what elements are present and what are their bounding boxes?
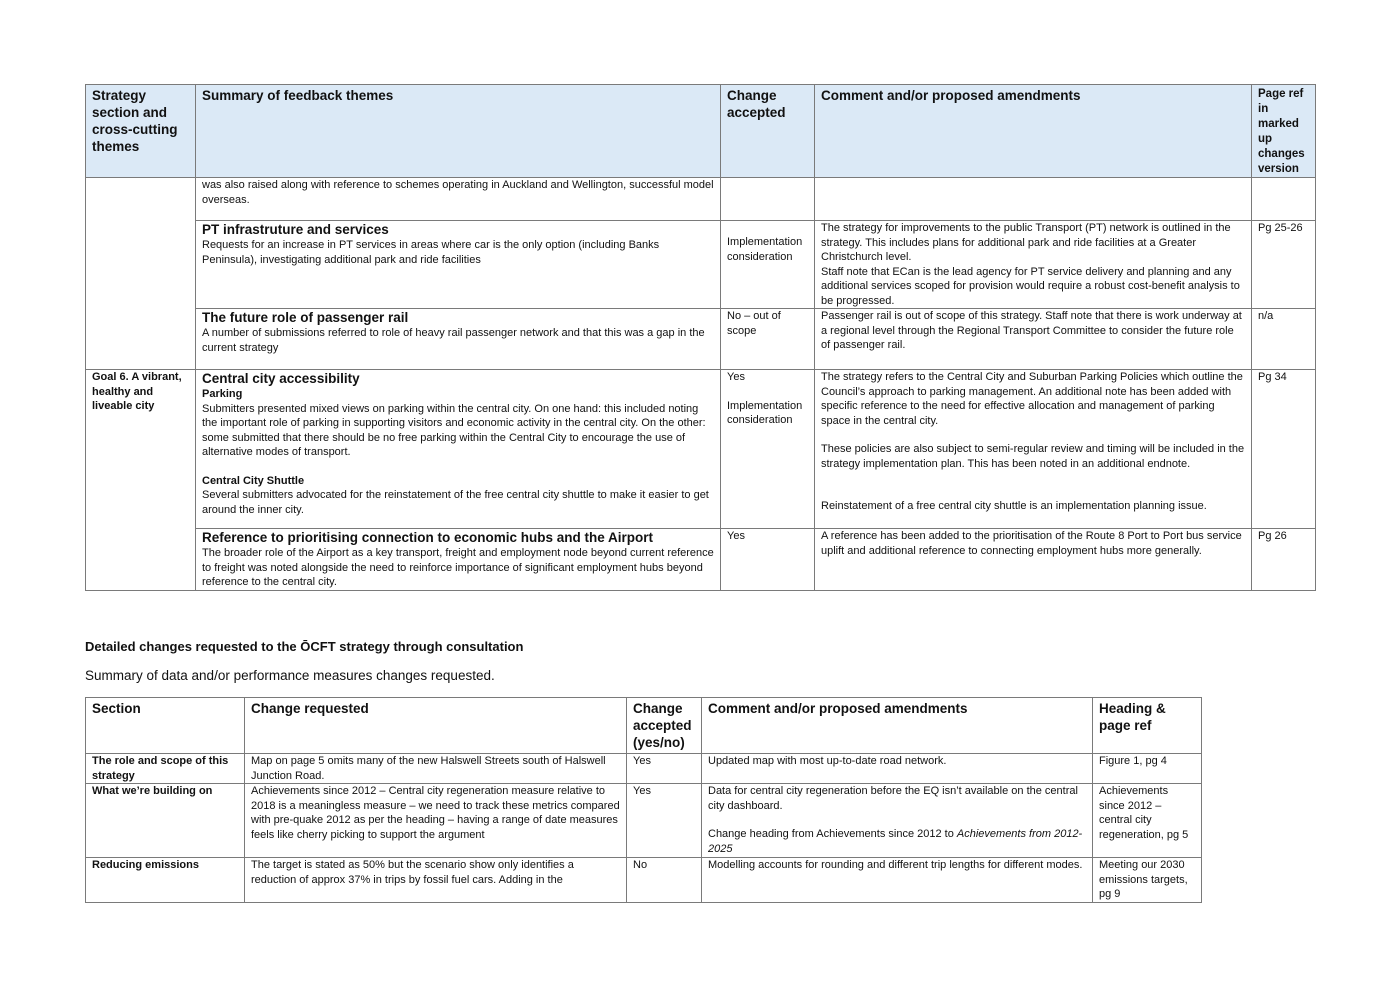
table-row xyxy=(86,178,1316,221)
ref-cell: Meeting our 2030 emissions targets, pg 9 xyxy=(1093,858,1202,903)
table-row xyxy=(86,858,1202,903)
section-subheading: Summary of data and/or performance measures changes requested. xyxy=(85,668,495,683)
comment-text: Reinstatement of a free central city shuttle is an implementation planning issue. xyxy=(821,500,1207,512)
page-cell: Pg 26 xyxy=(1252,529,1316,591)
change-requested-cell: Map on page 5 omits many of the new Halswell Streets south of Halswell Junction Road. xyxy=(245,754,627,784)
summary-cell xyxy=(196,370,721,529)
comment-cell: Passenger rail is out of scope of this strategy. Staff note that there is work underway at a regional level through the Regional Transport Committee to consider the future role of passenger rail. xyxy=(815,309,1252,370)
page-cell: Pg 34 xyxy=(1252,370,1316,529)
comment-cell xyxy=(815,178,1252,221)
section-cell: Reducing emissions xyxy=(86,858,245,903)
page-cell: n/a xyxy=(1252,309,1316,370)
accepted-cell: No xyxy=(627,858,702,903)
header-section: Strategy section and cross-cutting themes xyxy=(86,85,196,178)
change-text: Implementation consideration xyxy=(727,399,803,426)
page-cell: Pg 25-26 xyxy=(1252,221,1316,309)
page-cell xyxy=(1252,178,1316,221)
subtheme-shuttle: Central City Shuttle xyxy=(202,474,305,487)
change-text: Implementation consideration xyxy=(727,236,803,263)
accepted-cell: Yes xyxy=(627,754,702,784)
table-row xyxy=(86,784,1202,858)
ref-cell: Achievements since 2012 – central city regeneration, pg 5 xyxy=(1093,784,1202,858)
theme-title: PT infrastruture and services xyxy=(202,222,389,237)
change-cell: No – out of scope xyxy=(721,309,815,370)
section-cell: The role and scope of this strategy xyxy=(86,754,245,784)
header-comment: Comment and/or proposed amendments xyxy=(702,698,1093,754)
header-change: Change accepted xyxy=(721,85,815,178)
header-change-requested: Change requested xyxy=(245,698,627,754)
section-cell: What we’re building on xyxy=(86,784,245,858)
change-requested-cell: Achievements since 2012 – Central city regeneration measure relative to 2018 is a meaningless measure – we need to track these metrics compared with pre-quake 2012 as per the heading – having a range of date measures feels like cherry picking to support the argument xyxy=(245,784,627,858)
summary-text: Requests for an increase in PT services in areas where car is the only option (including Banks Peninsula), investigating additional park and ride facilities xyxy=(202,239,660,266)
theme-title: The future role of passenger rail xyxy=(202,310,409,325)
subtheme-parking: Parking xyxy=(202,388,243,400)
comment-cell: A reference has been added to the prioritisation of the Route 8 Port to Port bus service uplift and additional reference to connecting employment hubs more generally. xyxy=(815,529,1252,591)
comment-cell: Updated map with most up-to-date road network. xyxy=(702,754,1093,784)
table-row xyxy=(86,754,1202,784)
section-cell-goal-6: Goal 6. A vibrant, healthy and liveable city xyxy=(86,370,196,591)
summary-text: A number of submissions referred to role of heavy rail passenger network and that this was a gap in the current strategy xyxy=(202,327,705,354)
section-cell-empty xyxy=(86,178,196,370)
header-page-ref: Heading & page ref xyxy=(1093,698,1202,754)
table-row xyxy=(86,221,1316,309)
table-row xyxy=(86,529,1316,591)
section-heading: Detailed changes requested to the ŌCFT strategy through consultation xyxy=(85,639,524,654)
comment-text-italic: Achievements from 2012-2025 xyxy=(708,828,1083,855)
header-comment: Comment and/or proposed amendments xyxy=(815,85,1252,178)
ref-cell: Figure 1, pg 4 xyxy=(1093,754,1202,784)
change-cell xyxy=(721,221,815,309)
change-requested-cell: The target is stated as 50% but the scenario show only identifies a reduction of approx 37% in trips by fossil fuel cars. Adding in the xyxy=(245,858,627,903)
comment-text xyxy=(708,827,1086,856)
summary-cell xyxy=(196,221,721,309)
summary-text: was also raised along with reference to schemes operating in Auckland and Wellington, successful model overseas. xyxy=(202,179,714,206)
theme-title: Central city accessibility xyxy=(202,371,360,386)
table-row xyxy=(86,309,1316,370)
theme-title: Reference to prioritising connection to economic hubs and the Airport xyxy=(202,530,654,545)
comment-text-plain: Change heading from Achievements since 2012 to xyxy=(708,828,954,840)
comment-text: These policies are also subject to semi-regular review and timing will be included in the strategy implementation plan. This has been noted in an additional endnote. xyxy=(821,443,1245,470)
summary-text: Submitters presented mixed views on parking within the central city. On one hand: this included noting the important role of parking in supporting visitors and economic activity in the central city. On the other: some submitted that there should be no free parking within the Central City to encourage the use of alternative modes of transport. xyxy=(202,402,706,458)
summary-cell xyxy=(196,309,721,370)
comment-text: Data for central city regeneration before the EQ isn’t available on the central city dashboard. xyxy=(708,785,1078,812)
comment-cell xyxy=(815,221,1252,309)
table-row xyxy=(86,370,1316,529)
comment-text: The strategy for improvements to the public Transport (PT) network is outlined in the strategy. This includes plans for additional park and ride facilities at a Greater Christchurch level. xyxy=(821,222,1231,263)
summary-cell xyxy=(196,529,721,591)
comment-text: Staff note that ECan is the lead agency for PT service delivery and planning and any additional services scoped for provision would require a robust cost-benefit analysis to be progressed. xyxy=(821,265,1240,307)
header-summary: Summary of feedback themes xyxy=(196,85,721,178)
change-cell xyxy=(721,370,815,529)
summary-text: The broader role of the Airport as a key transport, freight and employment node beyond current reference to freight was noted alongside the need to reinforce importance of significant employment hubs beyond reference to the central city. xyxy=(202,547,714,588)
feedback-themes-table xyxy=(85,84,1316,591)
comment-cell: Modelling accounts for rounding and different trip lengths for different modes. xyxy=(702,858,1093,903)
data-changes-table xyxy=(85,697,1202,903)
summary-cell xyxy=(196,178,721,221)
change-cell xyxy=(721,178,815,221)
comment-cell xyxy=(815,370,1252,529)
table-header-row xyxy=(86,85,1316,178)
table-header-row xyxy=(86,698,1202,754)
change-text: Yes xyxy=(727,371,745,383)
header-accepted: Change accepted (yes/no) xyxy=(627,698,702,754)
comment-text: The strategy refers to the Central City and Suburban Parking Policies which outline the Council’s approach to parking management. An additional note has been added with specific reference to the need for effective allocation and management of parking space in the central city. xyxy=(821,371,1243,427)
comment-cell xyxy=(702,784,1093,858)
header-section: Section xyxy=(86,698,245,754)
accepted-cell: Yes xyxy=(627,784,702,858)
change-cell: Yes xyxy=(721,529,815,591)
header-page-ref: Page ref in marked up changes version xyxy=(1252,85,1316,178)
summary-text: Several submitters advocated for the reinstatement of the free central city shuttle to make it easier to get around the inner city. xyxy=(202,489,709,516)
